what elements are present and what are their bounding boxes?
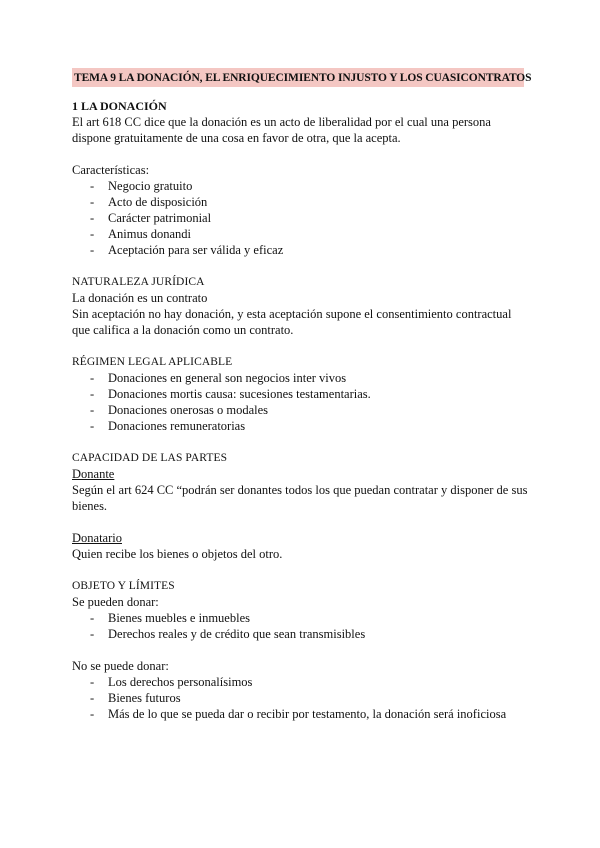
subheading-donante: Donante (72, 467, 115, 481)
cannot-donate-label: No se puede donar: (72, 659, 169, 673)
list-item: - Donaciones mortis causa: sucesiones testamentarias. (72, 386, 532, 402)
list-item: - Donaciones en general son negocios inter vivos (72, 370, 532, 386)
list-item: - Animus donandi (72, 226, 532, 242)
list-item: - Derechos reales y de crédito que sean transmisibles (72, 626, 532, 642)
heading-capacidad: CAPACIDAD DE LAS PARTES (72, 452, 228, 464)
list-item: - Acto de disposición (72, 194, 532, 210)
document-title: TEMA 9 LA DONACIÓN, EL ENRIQUECIMIENTO INJUSTO Y LOS CUASICONTRATOS (72, 68, 524, 87)
list-item: - Bienes futuros (72, 690, 532, 706)
can-donate-label: Se pueden donar: (72, 595, 159, 609)
list-item: - Donaciones remuneratorias (72, 418, 532, 434)
regimen-list (72, 370, 532, 434)
paragraph-naturaleza-2: Sin aceptación no hay donación, y esta aceptación supone el consentimiento contractual que califica a la donación como un contrato. (72, 307, 512, 337)
cannot-donate-list (72, 674, 532, 722)
paragraph-definition: El art 618 CC dice que la donación es un acto de liberalidad por el cual una persona dispone gratuitamente de una cosa en favor de otra, que la acepta. (72, 115, 491, 145)
paragraph-donatario: Quien recibe los bienes o objetos del otro. (72, 547, 283, 561)
list-item: - Bienes muebles e inmuebles (72, 610, 532, 626)
subheading-donatario: Donatario (72, 531, 122, 545)
list-item: - Donaciones onerosas o modales (72, 402, 532, 418)
characteristics-list (72, 178, 532, 258)
paragraph-donante: Según el art 624 CC “podrán ser donantes todos los que puedan contratar y disponer de sus bienes. (72, 483, 528, 513)
heading-regimen: RÉGIMEN LEGAL APLICABLE (72, 356, 233, 368)
list-item: - Los derechos personalísimos (72, 674, 532, 690)
can-donate-list (72, 610, 532, 642)
list-item: - Negocio gratuito (72, 178, 532, 194)
heading-objeto: OBJETO Y LÍMITES (72, 580, 175, 592)
list-item: - Aceptación para ser válida y eficaz (72, 242, 532, 258)
paragraph-naturaleza-1: La donación es un contrato (72, 291, 208, 305)
heading-naturaleza: NATURALEZA JURÍDICA (72, 276, 205, 288)
list-item: - Más de lo que se pueda dar o recibir por testamento, la donación será inoficiosa (72, 706, 532, 722)
document-page (72, 68, 532, 722)
list-item: - Carácter patrimonial (72, 210, 532, 226)
section-heading-donacion: 1 LA DONACIÓN (72, 99, 167, 113)
characteristics-label: Características: (72, 163, 150, 177)
